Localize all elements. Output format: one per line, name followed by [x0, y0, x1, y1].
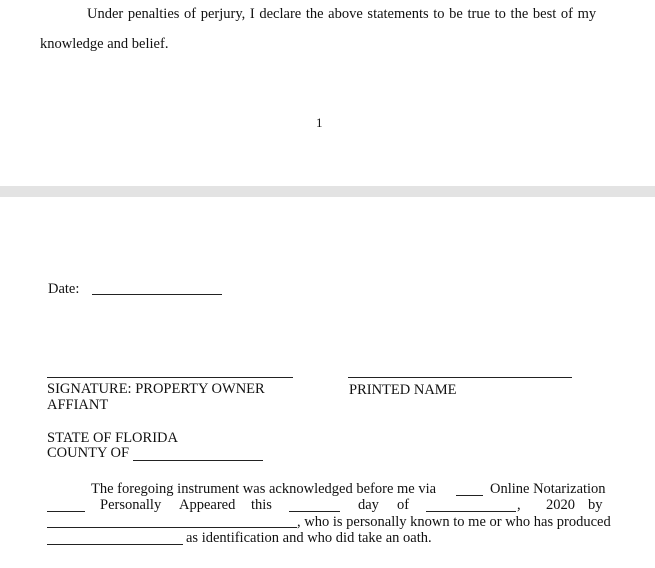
- declaration-text-line-2: knowledge and belief.: [40, 36, 169, 52]
- county-line[interactable]: [133, 460, 263, 461]
- affiant-label: AFFIANT: [47, 397, 109, 413]
- state-label: STATE OF FLORIDA: [47, 430, 178, 446]
- date-line[interactable]: [92, 294, 222, 295]
- notary-word-by: by: [588, 497, 603, 513]
- document-page-2: [0, 197, 655, 568]
- name-blank[interactable]: [47, 527, 297, 528]
- notary-line3-text: , who is personally known to me or who has produced: [297, 514, 611, 530]
- day-blank[interactable]: [289, 511, 340, 512]
- notary-word-personally: Personally: [100, 497, 162, 513]
- month-blank[interactable]: [426, 511, 516, 512]
- page-number: 1: [316, 115, 323, 130]
- signature-label: SIGNATURE: PROPERTY OWNER: [47, 381, 265, 397]
- online-notarization-label: Online Notarization: [490, 481, 606, 497]
- personally-appeared-blank[interactable]: [47, 511, 85, 512]
- identification-blank[interactable]: [47, 544, 183, 545]
- county-label: COUNTY OF: [47, 445, 130, 461]
- notary-word-this: this: [251, 497, 272, 513]
- notary-year: 2020: [546, 497, 575, 513]
- printed-name-line[interactable]: [348, 377, 572, 378]
- notary-word-appeared: Appeared: [179, 497, 236, 513]
- page-separator: [0, 186, 655, 197]
- date-label: Date:: [48, 281, 80, 297]
- document-page-1: [0, 0, 655, 186]
- notary-line1-text: The foregoing instrument was acknowledged before me via: [91, 481, 437, 497]
- notary-word-day: day: [358, 497, 379, 513]
- notary-line4-text: as identification and who did take an oath.: [186, 530, 432, 546]
- notary-word-of: of: [397, 497, 410, 513]
- signature-line[interactable]: [47, 377, 293, 378]
- printed-name-label: PRINTED NAME: [349, 382, 457, 398]
- declaration-text-line-1: Under penalties of perjury, I declare the above statements to be true to the best of my: [87, 6, 597, 22]
- online-notarization-blank[interactable]: [456, 495, 483, 496]
- notary-comma: ,: [517, 497, 521, 513]
